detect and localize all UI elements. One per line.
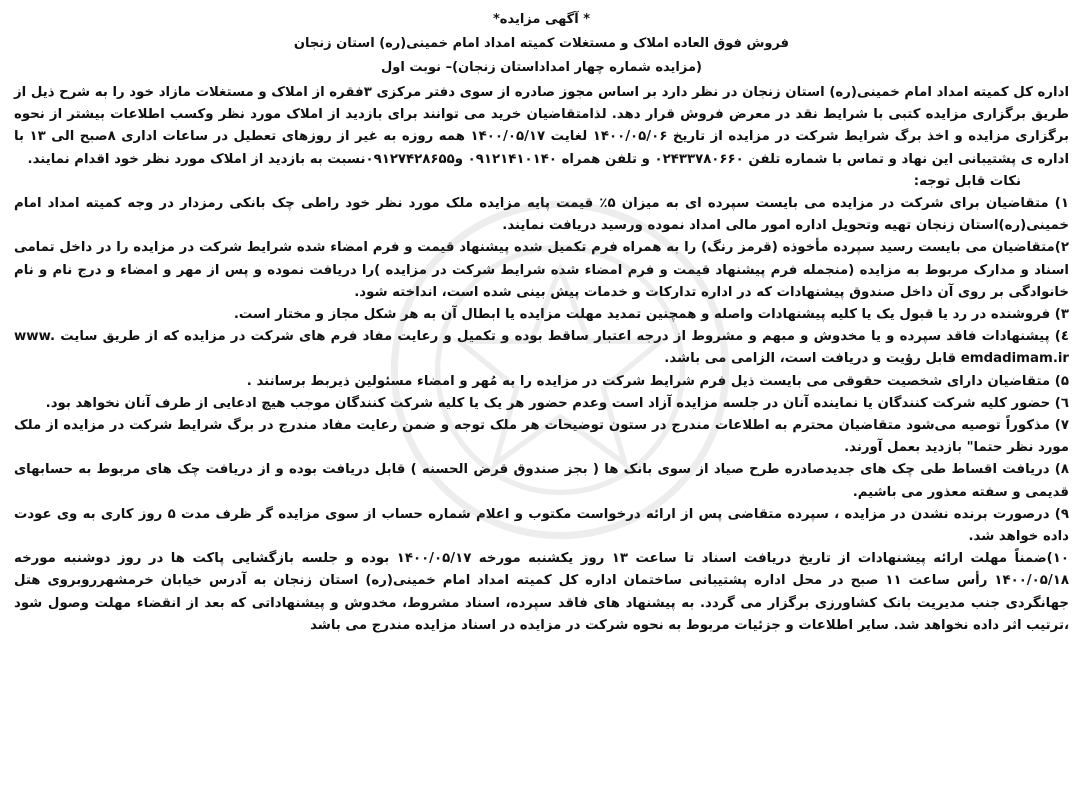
note-item-9: ۹) درصورت برنده نشدن در مزایده ، سپرده متقاضی پس از ارائه درخواست مکتوب و اعلام شماره حساب از سوی مزایده گر ظرف مدت ۵ روز کاری به وی عودت داده خواهد شد. bbox=[14, 506, 1069, 545]
note-item-4 bbox=[14, 326, 1069, 370]
notice-heading: * آگهی مزایده* bbox=[492, 12, 591, 27]
note-item-6: ٦) حضور کلیه شرکت کنندگان یا نماینده آنان در جلسه مزایده آزاد است وعدم حضور هر یک یا کلیه شرکت کنندگان موجب هیچ ادعایی از طرف آنان نخواهد بود. bbox=[45, 395, 1069, 411]
note-item-3: ۳) فروشنده در رد یا قبول یک یا کلیه پیشنهادات واصله و همچنین تمدید مهلت مزایده یا ابطال آن به هر شکل مجاز و مختار است. bbox=[233, 307, 1069, 323]
notice-title: فروش فوق العاده املاک و مستغلات کمیته امداد امام خمینی(ره) استان زنجان bbox=[293, 36, 790, 51]
note-item-2: ۲)متقاضیان می بایست رسید سپرده مأخوذه (قرمز رنگ) را به همراه فرم تکمیل شده پیشنهاد قیمت و فرم امضاء شده شرایط شرکت در مزایده را در داخل تمامی اسناد و مدارک مربوط به مزایده (منجمله فرم پیشنهاد قیمت و فرم امضاء شده شرایط شرکت در مزایده )را دریافت نموده و پس از مهر و امضاء و درج نام و نام خانوادگی بر روی آن داخل صندوق پیشنهادات که در اداره تدارکات و خدمات پیش بینی شده است، انداخته شود. bbox=[14, 240, 1069, 300]
notes-title: نکات قابل توجه: bbox=[913, 173, 1021, 189]
notice-subtitle: (مزایده شماره چهار امداداستان زنجان)– نوبت اول bbox=[381, 60, 702, 75]
note-item-8: ۸) دریافت اقساط طی چک های جدیدصادره طرح صیاد از سوی بانک ها ( بجز صندوق قرض الحسنه ) قابل دریافت بوده و از دریافت چک های مربوط به حسابهای قدیمی و سفته معذور می باشیم. bbox=[14, 462, 1069, 500]
note-item-1: ۱) متقاضیان برای شرکت در مزایده می بایست سپرده ای به میزان ۵٪ قیمت پایه مزایده ملک مورد نظر خود راطی چک بانکی رمزدار در وجه کمیته امداد امام خمینی(ره)استان زنجان تهیه وتحویل اداره امور مالی امداد نموده ورسید دریافت نمایند. bbox=[14, 196, 1070, 234]
website-link[interactable]: www. emdadimam.ir bbox=[14, 329, 1069, 367]
note-item-10: ۱۰)ضمناً مهلت ارائه پیشنهادات از تاریخ دریافت اسناد تا ساعت ۱۳ روز یکشنبه مورخه ۱۴۰۰/۰۵/۱۷ بوده و جلسه بازگشایی پاکت ها در روز دوشنبه مورخه ۱۴۰۰/۰۵/۱۸ رأس ساعت ۱۱ صبح در محل اداره پشتیبانی ساختمان اداره کل کمیته امداد امام خمینی(ره) استان زنجان به آدرس خیابان خرمشهرروبروی هتل جهانگردی جنب مدیریت بانک کشاورزی برگزار می گردد. به پیشنهاد های فاقد سپرده، اسناد مشروط، مخدوش و پیشنهاداتی که بعد از انقضاء مهلت وصول شود ،ترتیب اثر داده نخواهد شد. سایر اطلاعات و جزئیات مربوط به نحوه شرکت در مزایده در اسناد مزایده مندرج می باشد bbox=[14, 551, 1069, 633]
notes-list bbox=[14, 193, 1069, 637]
intro-paragraph: اداره کل کمیته امداد امام خمینی(ره) استان زنجان در نظر دارد بر اساس مجوز صادره از سوی دفتر مرکزی ۳فقره از املاک و مستغلات مازاد خود را به شرح ذیل از طریق برگزاری مزایده کتبی با شرایط نقد در معرض فروش قرار دهد. لذامتقاضیان خرید می توانند برای بازدید از املاک مورد نظر وکسب اطلاعات بیشتر از نحوه برگزاری مزایده و اخذ برگ شرایط شرکت در مزایده از تاریخ ۱۴۰۰/۰۵/۰۶ لغایت ۱۴۰۰/۰۵/۱۷ همه روزه به غیر از روزهای تعطیل در ساعات اداری ۸صبح الی ۱۳ با اداره ی پشتیبانی این نهاد و تماس با شماره تلفن ۰۲۴۳۳۷۸۰۶۶۰ و تلفن همراه ۰۹۱۲۱۴۱۰۱۴۰ و۰۹۱۲۷۴۲۸۶۵۵نسبت به بازدید از املاک مورد نظر خود اقدام نمایند. bbox=[14, 85, 1069, 167]
note-item-5: ۵) متقاضیان دارای شخصیت حقوقی می بایست ذیل فرم شرایط شرکت در مزایده را به مُهر و امضاء مسئولین ذیربط برسانند . bbox=[246, 373, 1069, 389]
note-item-4-text: ٤) پیشنهادات فاقد سپرده و یا مخدوش و مبهم و مشروط از درجه اعتبار ساقط بوده و تکمیل و رعایت مفاد فرم های شرکت در مزایده که از طریق سایت bbox=[60, 329, 1069, 345]
note-item-4-tail: قابل رؤیت و دریافت است، الزامی می باشد. bbox=[664, 351, 957, 367]
notice-header bbox=[14, 8, 1069, 80]
note-item-7: ۷) مذکوراً توصیه می‌شود متقاضیان محترم به اطلاعات مندرج در ستون توضیحات هر ملک توجه و ضمن رعایت مفاد مندرج در برگ شرایط شرکت در مزایده از ملک مورد نظر حتما" بازدید بعمل آورند. bbox=[14, 418, 1069, 456]
